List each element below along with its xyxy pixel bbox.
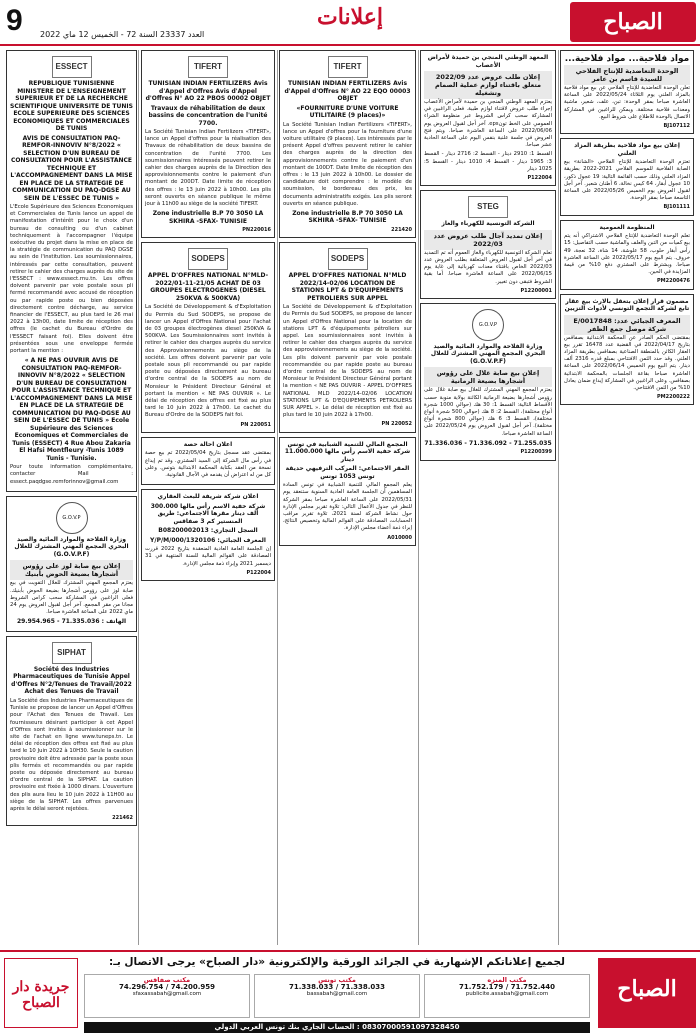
govp-logo: G.O.V.P [56, 502, 88, 534]
transfer-title: اعلان احالة حصة [183, 440, 233, 448]
tifert-notice-2 [279, 50, 416, 238]
sodeps-body: La Société de Développement & d'Exploitation du Permis du Sud SODEPS, se propose de lancer un Appel d'Offres National pour la location de stations LPT & d'équipements pétroliers sur appel. Les soumissionnaires sont invités à retirer le cahier des charges auprès du service des approvisionnements au siège de la société. Les plis doivent parvenir par voie postale recommandée ou par rapide poste au bureau d'ordre central de la SODEPS au nom de Monsieur le Président Directeur Général portant la mention « NE PAS OUVRIR - APPEL D'OFFRES NATIONAL MLD 2022/14-02/06 LOCATION STATIONS LPT & D'EQUIPEMENTS PETROLIERS SUR APPEL ». Le délai de réception est fixé au plus tard le 10 juin 2022 à 17h00. [283, 304, 412, 419]
govp-logo: G.O.V.P [472, 309, 504, 341]
auction-ref: PM2200222 [657, 394, 690, 401]
public-tender-title: المنظومة العمومية [599, 223, 655, 231]
agri-sale-title: إعلان بيع مواد فلاحية بطريقة المزاد العلني [574, 142, 680, 157]
office-phone[interactable]: 74.296.754 / 74.200.959 [119, 983, 215, 991]
footer-banner [0, 950, 700, 1034]
office-name: مكتب صفاقس [143, 976, 191, 984]
tifert-object: «FOURNITURE D'UNE VOITURE UTILITAIRE (9 places)» [296, 104, 399, 119]
tifert-notice-1 [141, 50, 275, 238]
auction-sub: المعرف الجبائي عدد: 0017848/E شركة موصل جمع الظفر [564, 315, 690, 335]
steg-logo: STEG [468, 196, 508, 218]
govp-notice [6, 496, 137, 632]
company-notice [141, 489, 275, 581]
agri-ad-body: تعلن الوحدة التعاضدية للإنتاج الفلاحي عن بيع مواد فلاحية بالمزاد العلني يوم الثلاثاء 2022/05/24 على الساعة العاشرة صباحا بمقر الوحدة: تبن، علف، شعير، ماشية ومعدات فلاحية مختلفة. ويمكن للراغبين في المشاركة الاتصال بالوحدة للاطلاع على شروط البيع. [564, 85, 690, 120]
siphat-notice [6, 636, 137, 826]
page-header [0, 0, 700, 46]
footer-offices [84, 974, 590, 1018]
bank-account-bar: 08307000591097328450 : الحساب الجاري بنك تونس العربي الدولي [84, 1022, 590, 1033]
agri-ad-ref: BJ107112 [663, 123, 690, 130]
tifert-logo: TIFERT [328, 56, 368, 78]
column-2 [141, 50, 275, 945]
govp-notice-2 [420, 303, 556, 461]
column-divider [277, 50, 278, 945]
tifert-title: TUNISIAN INDIAN FERTILIZERS Avis d'Appel d'Offres N° AO 22 EQO 00003 OBJET [284, 80, 411, 102]
tifert-ref: PN220016 [242, 227, 271, 234]
company-extra: إن الجلسة العامة العادية المنعقدة بتاريخ 2022 قررت المصادقة على القوائم المالية للسنة المنتهية في 31 ديسمبر 2021 وإبراء ذمة مجلس الإدارة. [145, 546, 271, 567]
sodeps-ref: PN 220052 [381, 421, 412, 428]
office-card [84, 974, 250, 1018]
footer-logo-right: الصباح [598, 958, 696, 1028]
govp2-body: يعتزم المجمع المهني المشترك للغلال بيع صابة غلال على رؤوس أشجارها بضيعة الرمانية الكائنة بولاية منوبة حسب الأقساط التالية: القسط 1: 30 هك (حوالي 1000 شجرة أنواع مختلفة)، القسط 2: 8 هك (حوالي 500 شجرة أنواع مختلفة)، القسط 3: 6 هك (حوالي 800 شجرة أنواع مختلفة). آخر أجل لقبول العروض يوم 2022/05/24 على الساعة العاشرة صباحا. [424, 387, 553, 437]
institute-title: المعهد الوطني المنجي بن حميدة لأمراض الأعصاب [427, 54, 549, 69]
company-ref: P122004 [246, 569, 271, 576]
column-5 [560, 50, 694, 945]
column-divider [138, 50, 139, 945]
essect-contact: Pour toute information complémentaire, contacter Mail : essect.paqdgse.remforinnov@gmail.com [10, 464, 133, 485]
siphat-body: La Société des Industries Pharmaceutiques de Tunisie se propose de lancer un Appel d'Offres pour l'Achat des Tenues de Travail. Les fournisseurs désirant participer à cet Appel d'Offres sont invités à soumissionner sur le site de l'achat en ligne www.tuneps.tn. Le délai de réception des offres est fixé au plus tard le 10 Juin 2022 à 10H30. Seule la caution provisoire doit être adressée par la poste sous plis fermés et recommandés ou par rapide poste ou déposée directement au bureau d'ordre central de la SIPHAT. La caution provisoire est fixée à 1000 dinars. L'ouverture des plis aura lieu le 10 juin 2022 à 11H00 au siège de la SIPHAT. Les offres parvenues après le délai seront rejetées. [10, 697, 133, 812]
siphat-logo: SIPHAT [52, 642, 92, 664]
tifert-ref: 221420 [391, 226, 412, 233]
column-4 [420, 50, 556, 945]
institute-sub: إعلان طلب عروض عدد 2022/09 متعلق باقتناء لوازم عملية الصمام وتشغيله [424, 71, 552, 99]
auction-title: مضمون قرار إعلان بتعقل بالارث بيع عقار تابع لشركة التجمع التونسي لأدوات التزيين [564, 297, 690, 313]
agri-sale [560, 138, 694, 215]
essect-notice [6, 50, 137, 492]
finance-ref: A010000 [387, 534, 412, 541]
essect-logo: ESSECT [52, 56, 92, 78]
agri-sale-ref: BJ101111 [663, 204, 690, 211]
tifert-address: Zone industrielle B.P 70 3050 LA SKHIRA -SFAX- TUNISIE [152, 210, 264, 225]
tifert-object: Travaux de réhabilitation de deux bassins de concentration de l'unité 7700. [148, 104, 268, 127]
agri-ad [560, 50, 694, 134]
column-3 [279, 50, 416, 945]
essect-mention: « A NE PAS OUVRIR AVIS DE CONSULTATION PAQ-REMFOR-INNOVIV N°8/2022 « SELECTION D'UN BUREAU DE CONSULTATION POUR L'ASSISTANCE TECHNIQUE ET L'ACCOMPAGNEMENT DANS LA MISE EN PLACE DE LA STRATEGIE DE COMMUNICATION DU PAQ-DGSE AU SEIN DE L'ESSEC DE TUNIS » Ecole Supérieure des Sciences Economiques et Commerciales de Tunis (ESSECT) 4 Rue Abou Zakaria El Hafsi Montfleury -Tunis 1089 Tunis - Tunisie. [10, 357, 133, 462]
sodeps-title: APPEL D'OFFRES NATIONAL N°MLD 2022/14-02/06 LOCATION DE STATIONS LPT & D'EQUIPEMENTS PETROLIERS SUR APPEL [288, 272, 407, 302]
office-email[interactable]: bassabah@gmail.com [306, 991, 368, 997]
essect-title: REPUBLIQUE TUNISIENNE MINISTERE DE L'ENSEIGNEMENT SUPERIEUR ET DE LA RECHERCHE SCIENTIFIQUE UNIVERSITE DE TUNIS ECOLE SUPERIEURE DES SCIENCES ECONOMIQUES ET COMMERCIALES DE TUNIS [10, 80, 133, 132]
column-divider [418, 50, 419, 945]
auction-body: بمقتضى الحكم الصادر عن المحكمة الابتدائية بصفاقس بتاريخ 2022/04/17 في القضية عدد 16478 تقرر بيع العقار الكائن بالمنطقة الصناعية بصفاقس بطريقة المزاد العلني. وقد حدد الثمن الافتتاحي بمبلغ قدره 2316 ألف دينار. يتم البيع يوم الخميس 2022/06/14 على الساعة العاشرة صباحا بقاعة الجلسات بالمحكمة الابتدائية بصفاقس. وعلى الراغبين في المشاركة إيداع ضمان يعادل 10% من الثمن الافتتاحي. [564, 334, 690, 391]
essect-avis: AVIS DE CONSULTATION PAQ-REMFOR-INNOVIV N°8/2022 « SELECTION D'UN BUREAU DE CONSULTATION POUR L'ASSISTANCE TECHNIQUE ET L'ACCOMPAGNEMENT DANS LA MISE EN PLACE DE LA STRATEGIE DE COMMUNICATION DU PAQ-DGSE AU SEIN DE L'ESSEC DE TUNIS » [10, 134, 133, 202]
public-tender-ref: PM2200476 [657, 278, 690, 285]
finance-sub: المقر الاجتماعي: المركب الترفيهي حديقة تونس 1053 تونس [285, 465, 410, 480]
office-card [254, 974, 420, 1018]
agri-ad-sub: الوحدة التعاضدية للإنتاج الفلاحي للسيدة قاسم بن عامر [564, 65, 690, 85]
column-divider [558, 50, 559, 945]
office-phone[interactable]: 71.752.179 / 71.752.440 [459, 983, 555, 991]
agri-sale-body: تعتزم الوحدة التعاضدية للإنتاج الفلاحي «الشانة» بيع الصابة الفلاحية للموسم الفلاحي 2021-2022 بطريقة المزاد العلني وذلك حسب القائمة التالية: 19 عجول ذكور، 10 عجول أبقار، 64 كيس نخالة، 6 أطنان شعير. آخر أجل لقبول العروض يوم الخميس 2022/05/26 على الساعة التاسعة صباحا بمقر الوحدة. [564, 159, 690, 202]
steg-body: تعلم الشركة التونسية للكهرباء والغاز العموم أنه تم التمديد في آخر أجل لقبول العروض المتعلقة بطلب العروض عدد 2022/03 الخاص باقتناء معدات كهربائية إلى غاية يوم 2022/06/15 على الساعة العاشرة صباحا. أما بقية الشروط فتبقى دون تغيير. [424, 249, 552, 285]
institute-ref: P122004 [527, 175, 552, 182]
tifert-title: TUNISIAN INDIAN FERTILIZERS Avis d'Appel d'Offres Avis d'Appel d'Offres N° AO 22 PBOS 00002 OBJET [145, 80, 271, 102]
institute-notice [420, 50, 556, 186]
newspaper-logo: الصباح [570, 2, 696, 42]
sodeps-logo: SODEPS [328, 248, 368, 270]
agri-ad-title: مواد فلاحية... مواد فلاحية... [564, 54, 690, 64]
sodeps-logo: SODEPS [188, 248, 228, 270]
institute-lots: القسط 1: 2910 دينار - القسط 2: 2716 دينار - القسط 3: 1965 دينار - القسط 4: 1010 دينار - القسط 5: 1025 دينار [424, 151, 553, 172]
siphat-ref: 221462 [112, 815, 133, 822]
footer-heading: لجميع إعلاناتكم الإشهارية في الجرائد الورقية والإلكترونية «دار الصباح» يرجى الاتصال بـ: [109, 956, 565, 968]
section-title: إعلانات [317, 4, 383, 30]
steg-notice [420, 190, 556, 299]
steg-ref: P12200001 [520, 287, 552, 294]
steg-title: الشركة التونسية للكهرباء والغاز [441, 220, 535, 228]
transfer-body: بمقتضى عقد مسجل بتاريخ 2022/05/04 تم بيع حصة في رأس مال الشركة إلى السيد المشتري. وقد تم إيداع نسخة من العقد بكتابة المحكمة الابتدائية بتونس. وعلى كل من له اعتراض أن يقدمه في الآجال القانونية. [145, 450, 271, 478]
tifert-address: Zone industrielle B.P 70 3050 LA SKHIRA -SFAX- TUNISIE [292, 209, 403, 225]
sodeps-title: APPEL D'OFFRES NATIONAL N°MLD-2022/01-11-21/05 ACHAT DE 03 GROUPES ELECTROGENES (DIESEL 250KVA & 500KVA) [147, 272, 269, 302]
column-1 [6, 50, 137, 945]
institute-body: يعتزم المعهد الوطني المنجي بن حميدة لأمراض الأعصاب إجراء طلب عروض لاقتناء لوازم طبية. فعلى الراغبين في المشاركة سحب كراس الشروط عبر منظومة الشراء العمومي على الخط تونeps. آخر أجل لقبول العروض يوم 2022/06/06 على الساعة العاشرة صباحا. ويتم فتح العروض في جلسة علنية بنفس اليوم على الساعة الحادية عشر صباحا. [424, 99, 552, 149]
finance-body: يعلم المجمع المالي للتنمية الشبابية في تونس السادة المساهمين أن الجلسة العامة العادية السنوية ستنعقد يوم 2022/05/31 على الساعة العاشرة صباحا بمقر الشركة للنظر في جدول الأعمال التالي: تلاوة تقرير مجلس الإدارة حول نشاط الشركة لسنة 2021، تلاوة تقرير مراقب الحسابات، المصادقة على القوائم المالية وتخصيص النتائج، إبراء ذمة أعضاء مجلس الإدارة. [283, 482, 412, 532]
govp2-ref: P12200399 [520, 449, 552, 456]
office-email[interactable]: publicite.assabah@gmail.com [465, 991, 549, 997]
sodeps-notice-1 [141, 242, 275, 432]
govp-phones: الهاتف : 71.335.036 - 29.954.965 [16, 618, 127, 626]
govp-body: يعتزم المجمع المهني المشترك للغلال التفويت في بيع صابة لوز على رؤوس أشجارها بضيعة الحوض بأبنيك. فعلى الراغبين في المشاركة سحب كراس الشروط مجانا من مقر المجمع. آخر أجل لقبول العروض يوم 24 ماي 2022 على الساعة العاشرة صباحا. [10, 580, 133, 616]
sodeps-notice-2 [279, 242, 416, 432]
finance-notice [279, 437, 416, 546]
issue-line: العدد 23337 السنة 72 - الخميس 12 ماي 2022 [40, 30, 205, 39]
company-title: اعلان شركة شريفة للبعث العقاري [157, 493, 259, 501]
office-card [424, 974, 590, 1018]
govp-title: وزارة الفلاحة والموارد المائية والصيد البحري المجمع المهني المشترك للغلال (G.O.V.P.F) [14, 535, 129, 558]
office-email[interactable]: sfaxassabah@gmail.com [132, 991, 202, 997]
page-number: 9 [6, 4, 23, 37]
govp2-title: وزارة الفلاحة والموارد المائية والصيد البحري المجمع المهني المشترك للغلال (G.O.V.P.F) [430, 342, 546, 365]
header-rule [0, 44, 700, 46]
siphat-title: Société des Industries Pharmaceutiques de Tunisie Appel d'Offres N°2/Tenues de Travail/2022 Achat des Tenues de Travail [11, 665, 132, 696]
govp2-sub: إعلان بيع صابة غلال على رؤوس أشجارها بضيعة الرمانية [424, 367, 552, 387]
public-tender-body: تعلم الوحدة التعاضدية للإنتاج الفلاحي الاشتراكي أنه يتم بيع كميات من التبن والعلف والماشية حسب التفاصيل: 15 رأس أبقار حلوب، 58 علوشة، 14 شاة، 32 نعجة، 49 خروف. يتم البيع يوم 2022/05/17 على الساعة العاشرة صباحا. ويشترط على المشتري دفع 10% من قيمة المزايدة في الحين. [564, 233, 691, 276]
tifert-body: La Société Tunisian Indian Fertilizers «TIFERT», lance un Appel d'offres pour la fourniture d'une voiture utilitaire (9 places). Les intéressés par le présent Appel d'offres peuvent retirer le cahier des charges auprès de la direction des approvisionnements contre le paiement d'un montant de 100DT. Date limite de réception des offres : le 13 juin 2022 à 10h00. Le dossier de candidature doit comprendre : le modèle de soumission, le bordereau des prix, les documents administratifs exigés. Les plis seront ouverts en séance publique. [283, 121, 412, 207]
office-name: مكتب المنزه [487, 976, 527, 984]
govp2-phones: 71.255.035 - 71.336.092 - 71.336.036 [424, 439, 552, 447]
sodeps-ref: PN 220051 [240, 421, 271, 428]
tifert-logo: TIFERT [188, 56, 228, 78]
footer-logo-left: جريدة دار الصباح [4, 958, 78, 1028]
finance-title: المجمع المالي للتنمية الشبابية في تونس شركة خفية الاسم رأس مالها 11.000.000 دينار [284, 440, 411, 463]
tifert-body: La Société Tunisian Indian Fertilizers «TIFERT», lance un Appel d'offres pour la réalisation des Travaux de réhabilitation de deux bassins de concentration de l'unité 7700. Les soumissionnaires intéressés peuvent retirer le cahier des charges auprès de la Direction des approvisionnements contre le paiement d'un montant de 200DT. Date limite de réception des offres : le 13 juin 2022 à 10h00. Les plis seront ouverts en séance publique le même jour à 11h00 au siège de la société TIFERT. [145, 129, 271, 208]
office-phone[interactable]: 71.338.033 / 71.338.033 [289, 983, 385, 991]
company-reg: السجل التجاري: B08200002013 [158, 527, 258, 535]
office-name: مكتب تونس [318, 976, 356, 984]
auction-notice [560, 294, 694, 406]
company-sub: شركة خفية الاسم رأس مالها 300.000 ألف دينار مقرها الاجتماعي: طريق المنستير كم 3 صفاقس [150, 502, 266, 525]
public-tender [560, 220, 694, 290]
steg-sub: إعلان تمديد آجال طلب عروض عدد 2022/03 [424, 230, 552, 250]
sodeps-body: La Société de Développement & d'Exploitation du Permis du Sud SODEPS, se propose de lancer un Appel d'Offres National pour l'achat de 03 groupes électrogènes diesel 250KVA & 500KVA. Les Soumissionnaires sont invités à retirer le cahier des charges auprès du service des Approvisionnements au siège de la société. Les offres doivent parvenir par voie postale sous pli recommandé ou par rapide poste ou déposées directement au bureau d'ordre central de la SODEPS au nom de Monsieur le Président Directeur Général et portant la mention « NE PAS OUVRIR ». Le délai de réception des offres est fixé au plus tard le 10 juin 2022 à 17h00. Le cachet du Bureau d'Ordre de la SODEPS fait foi. [145, 304, 271, 419]
essect-body: L'Ecole Supérieure des Sciences Economiques et Commerciales de Tunis lance un appel de manifestation d'intérêt pour le choix d'un bureau de consulting ou d'un cabinet techniquement à l'accompagner l'équipe exécutive du projet dans la mise en place de la stratégie de communication du PAQ DGSE au sein de l'institution. Les soumissionnaires, intéressés par cette consultation, peuvent retirer le cahier des charges auprès du site de l'ESSECT : www.essect.rnu.tn. Les offres doivent parvenir par voie postale sous pli fermé recommandé avec accusé de réception ou par rapide poste ou bien déposées directement contre décharge, au service financier de l'ESSECT, au plus tard le 26 mai 2022 à 13h00, date limite de réception des offres (le cachet du Bureau d'Ordre de l'ESSECT faisant foi). Elles doivent être présentées sous une enveloppe fermée portant la mention : [10, 204, 133, 355]
company-id: المعرف الجبائي: 1320106/Y/P/M/000 [150, 536, 266, 544]
transfer-notice [141, 437, 275, 485]
govp-subtitle: إعلان بيع صابة لوز على رؤوس أشجارها بضيعة الحوض بأبنيك [10, 560, 133, 580]
